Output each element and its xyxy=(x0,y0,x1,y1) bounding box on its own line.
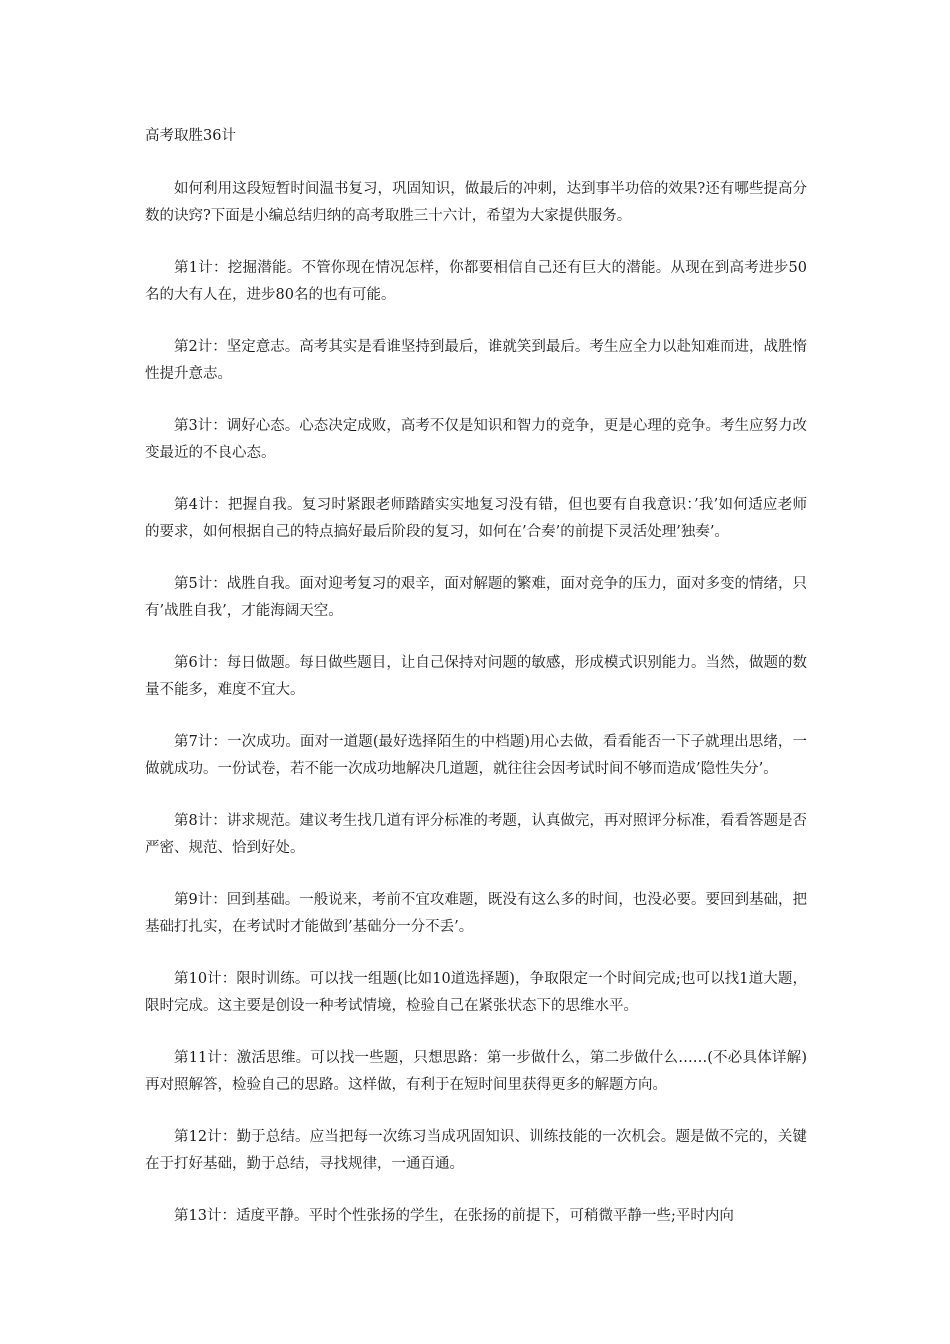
tip-paragraph-12: 第12计：勤于总结。应当把每一次练习当成巩固知识、训练技能的一次机会。题是做不完的，关键在于打好基础，勤于总结，寻找规律，一通百通。 xyxy=(145,1129,807,1172)
tip-paragraph-2: 第2计：坚定意志。高考其实是看谁坚持到最后，谁就笑到最后。考生应全力以赴知难而进，战胜惰性提升意志。 xyxy=(145,339,807,382)
tip-paragraph-11: 第11计：激活思维。可以找一些题，只想思路：第一步做什么，第二步做什么……(不必具体详解)再对照解答，检验自己的思路。这样做，有利于在短时间里获得更多的解题方向。 xyxy=(145,1050,807,1093)
tip-paragraph-5: 第5计：战胜自我。面对迎考复习的艰辛，面对解题的繁难，面对竞争的压力，面对多变的情绪，只有’战胜自我’，才能海阔天空。 xyxy=(145,576,807,619)
tip-paragraph-9: 第9计：回到基础。一般说来，考前不宜攻难题，既没有这么多的时间，也没必要。要回到基础，把基础打扎实，在考试时才能做到’基础分一分不丢’。 xyxy=(145,892,807,935)
document-body xyxy=(145,176,807,1256)
document-title: 高考取胜36计 xyxy=(145,128,236,144)
tip-paragraph-8: 第8计：讲求规范。建议考生找几道有评分标准的考题，认真做完，再对照评分标准，看看答题是否严密、规范、恰到好处。 xyxy=(145,813,807,856)
tip-paragraph-13: 第13计：适度平静。平时个性张扬的学生，在张扬的前提下，可稍微平静一些;平时内向 xyxy=(174,1208,734,1224)
tip-paragraph-7: 第7计：一次成功。面对一道题(最好选择陌生的中档题)用心去做，看看能否一下子就理出思绪，一做就成功。一份试卷，若不能一次成功地解决几道题，就往往会因考试时间不够而造成’隐性失分’。 xyxy=(145,734,807,777)
tip-paragraph-6: 第6计：每日做题。每日做些题目，让自己保持对问题的敏感，形成模式识别能力。当然，做题的数量不能多，难度不宜大。 xyxy=(145,655,807,698)
tip-paragraph-3: 第3计：调好心态。心态决定成败，高考不仅是知识和智力的竞争，更是心理的竞争。考生应努力改变最近的不良心态。 xyxy=(145,418,807,461)
tip-paragraph-4: 第4计：把握自我。复习时紧跟老师踏踏实实地复习没有错，但也要有自我意识：’我’如何适应老师的要求，如何根据自己的特点搞好最后阶段的复习，如何在’合奏’的前提下灵活处理’独奏’。 xyxy=(145,497,807,540)
intro-paragraph: 如何利用这段短暂时间温书复习，巩固知识，做最后的冲刺，达到事半功倍的效果?还有哪些提高分数的诀窍?下面是小编总结归纳的高考取胜三十六计，希望为大家提供服务。 xyxy=(145,181,807,224)
tip-paragraph-1: 第1计：挖掘潜能。不管你现在情况怎样，你都要相信自己还有巨大的潜能。从现在到高考进步50名的大有人在，进步80名的也有可能。 xyxy=(145,260,807,303)
tip-paragraph-10: 第10计：限时训练。可以找一组题(比如10道选择题)，争取限定一个时间完成;也可以找1道大题，限时完成。这主要是创设一种考试情境，检验自己在紧张状态下的思维水平。 xyxy=(145,971,807,1014)
